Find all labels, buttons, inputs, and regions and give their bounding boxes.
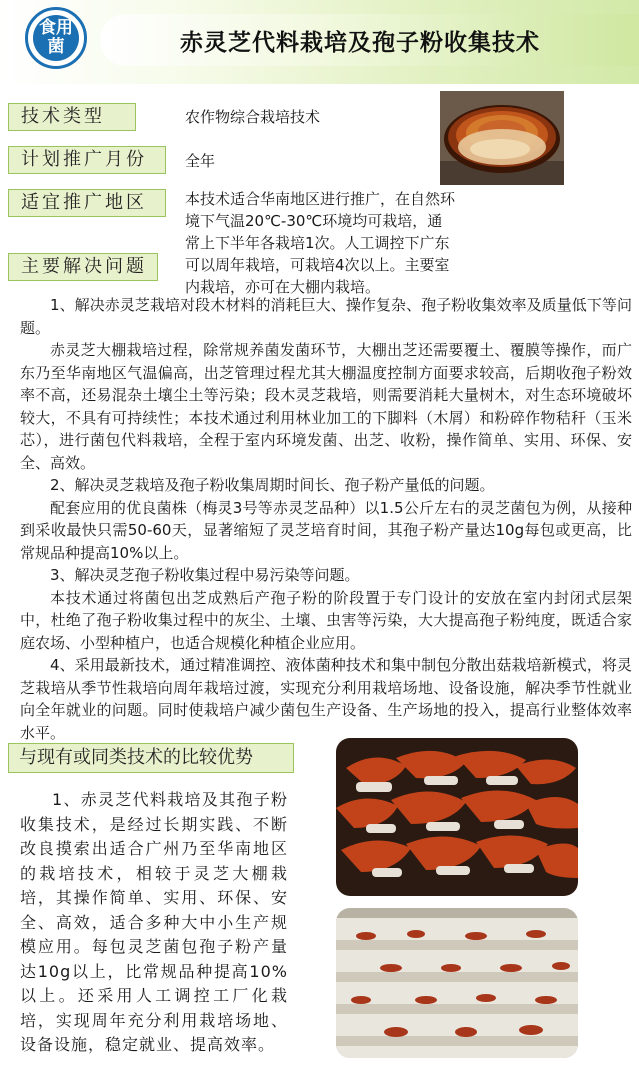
problems-body (20, 294, 632, 744)
reishi-cultivation-photo-2 (336, 908, 578, 1058)
comparison-body (20, 788, 288, 1058)
page-title: 赤灵芝代料栽培及孢子粉收集技术 (180, 30, 540, 56)
reishi-cultivation-photo-1 (336, 738, 578, 896)
month-label: 计划推广月份 (8, 146, 166, 174)
month-value: 全年 (185, 152, 216, 170)
problems-label: 主要解决问题 (8, 253, 158, 281)
reishi-photo (440, 91, 564, 185)
tech-type-value: 农作物综合栽培技术 (185, 108, 321, 126)
region-value: 本技术适合华南地区进行推广，在自然环境下气温20℃-30℃环境均可栽培，通常上下半年各栽培1次。人工调控下广东可以周年栽培，可栽培4次以上。主要室内栽培，亦可在大棚内栽培。 (185, 190, 456, 296)
body-paragraph: 4、采用最新技术，通过精准调控、液体菌种技术和集中制包分散出菇栽培新模式，将灵芝栽培从季节性栽培向周年栽培过渡，实现充分利用栽培场地、设备设施，解决季节性就业向全年就业的问题。同时使栽培户减少菌包生产设备、生产场地的投入，提高行业整体效率水平。 (20, 656, 632, 742)
body-paragraph: 2、解决灵芝栽培及孢子粉收集周期时间长、孢子粉产量低的问题。 (50, 476, 495, 494)
body-paragraph: 1、解决赤灵芝栽培对段木材料的消耗巨大、操作复杂、孢子粉收集效率及质量低下等问题。 (20, 296, 632, 337)
tech-type-label: 技术类型 (8, 103, 136, 131)
category-badge (25, 7, 87, 69)
body-paragraph: 赤灵芝大棚栽培过程，除常规养菌发菌环节，大棚出芝还需要覆土、覆膜等操作，而广东乃至华南地区气温偏高，出芝管理过程尤其大棚温度控制方面要求较高，后期收孢子粉效率不高，还易混杂土壤尘土等污染；段木灵芝栽培，则需要消耗大量树木，对生态环境破坏较大，不具有可持续性；本技术通过利用林业加工的下脚料（木屑）和粉碎作物秸秆（玉米芯），进行菌包代料栽培，全程于室内环境发菌、出芝、收粉，操作简单、实用、环保、安全、高效。 (20, 341, 632, 472)
body-paragraph: 配套应用的优良菌株（梅灵3号等赤灵芝品种）以1.5公斤左右的灵芝菌包为例，从接种到采收最快只需50-60天，显著缩短了灵芝培育时间，其孢子粉产量达10g每包或更高，比常规品种提高10%以上。 (20, 498, 632, 562)
region-label: 适宜推广地区 (8, 189, 166, 217)
badge-line-2: 菌 (47, 37, 65, 57)
comparison-paragraph: 1、赤灵芝代料栽培及其孢子粉收集技术，是经过长期实践、不断改良摸索出适合广州乃至华南地区的栽培技术，相较于灵芝大棚栽培，其操作简单、实用、环保、安全、高效，适合多种大中小生产规模应用。每包灵芝菌包孢子粉产量达10g以上，比常规品种提高10%以上。还采用人工调控工厂化栽培，实现周年充分利用栽培场地、设备设施，稳定就业、提高效率。 (20, 790, 288, 1054)
body-paragraph: 本技术通过将菌包出芝成熟后产孢子粉的阶段置于专门设计的安放在室内封闭式层架中，杜绝了孢子粉收集过程中的灰尘、土壤、虫害等污染，大大提高孢子粉纯度，既适合家庭农场、小型种植户，也适合规模化种植企业应用。 (20, 588, 632, 652)
title-bar (100, 14, 639, 66)
comparison-label: 与现有或同类技术的比较优势 (8, 743, 294, 773)
badge-line-1: 食用 (39, 18, 73, 38)
body-paragraph: 3、解决灵芝孢子粉收集过程中易污染等问题。 (50, 566, 360, 584)
